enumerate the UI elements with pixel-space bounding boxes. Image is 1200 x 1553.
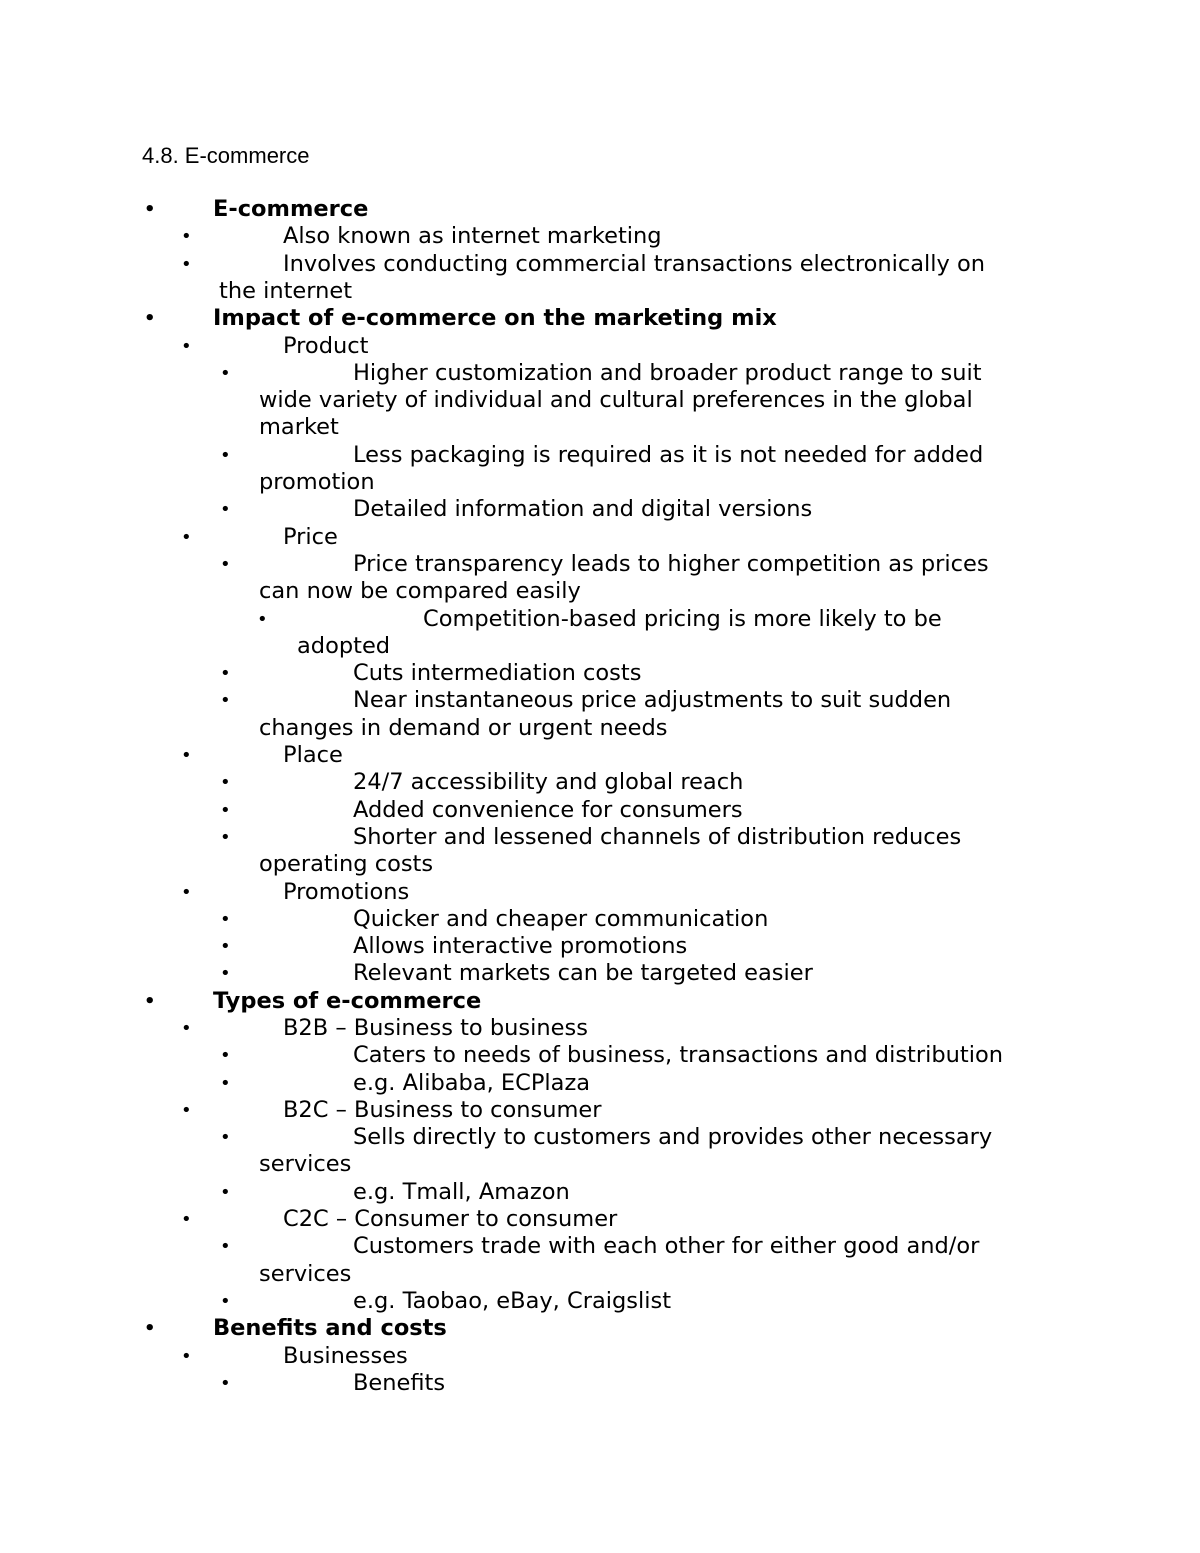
list-item-level-3 (0, 824, 961, 879)
list-item-text: Place (283, 742, 343, 768)
bullet-icon: • (220, 362, 231, 384)
list-item-level-3 (0, 442, 983, 497)
list-item-text: E-commerce (213, 196, 369, 222)
list-item-text: Relevant markets can be targeted easier (353, 960, 813, 987)
list-item-level-1 (0, 196, 368, 223)
list-item-level-1 (0, 305, 777, 332)
bullet-icon: • (220, 1236, 231, 1258)
list-item-text: C2C – Consumer to consumer (283, 1206, 618, 1233)
list-item-level-3 (0, 1179, 570, 1206)
list-item-continuation: operating costs (259, 851, 434, 878)
bullet-icon: • (144, 990, 156, 1012)
bullet-icon: • (181, 1099, 192, 1121)
list-item-level-3 (0, 1288, 671, 1315)
list-item-text: Higher customization and broader product range to suit (353, 359, 982, 386)
bullet-icon: • (220, 963, 231, 985)
bullet-icon: • (220, 826, 231, 848)
list-item-text: e.g. Tmall, Amazon (353, 1178, 570, 1205)
list-item-continuation: services (259, 1260, 352, 1287)
list-item-text: B2C – Business to consumer (283, 1096, 602, 1123)
bullet-icon: • (181, 1018, 192, 1039)
list-item-text: Detailed information and digital versions (353, 496, 813, 523)
list-item-text: Quicker and cheaper communication (353, 905, 769, 932)
list-item-level-2 (0, 1097, 602, 1124)
list-item-text: Added convenience for consumers (353, 796, 743, 823)
bullet-icon: • (220, 690, 231, 712)
list-item-level-1 (0, 1315, 447, 1342)
list-item-text: Shorter and lessened channels of distribution reduces (353, 823, 962, 850)
list-item-level-3 (0, 769, 743, 796)
list-item-level-3 (0, 660, 641, 687)
list-item-level-1 (0, 988, 481, 1015)
list-item-text: Impact of e-commerce on the marketing mix (213, 305, 777, 332)
bullet-icon: • (181, 253, 192, 275)
bullet-icon: • (220, 1291, 231, 1312)
list-item-level-3 (0, 1233, 979, 1288)
bullet-icon: • (220, 1045, 231, 1067)
list-item-level-3 (0, 906, 768, 933)
list-item-level-3 (0, 797, 743, 824)
list-item-continuation: services (259, 1151, 352, 1178)
list-item-text: 24/7 accessibility and global reach (353, 769, 744, 796)
list-item-level-3 (0, 1070, 590, 1097)
list-item-level-2 (0, 1015, 588, 1042)
bullet-icon: • (220, 663, 231, 685)
bullet-icon: • (220, 1372, 231, 1394)
list-item-level-2 (0, 1206, 617, 1233)
bullet-icon: • (257, 608, 268, 630)
bullet-icon: • (220, 499, 231, 521)
bullet-icon: • (181, 1209, 192, 1231)
list-item-level-2 (0, 879, 409, 906)
list-item-level-3 (0, 1370, 445, 1397)
list-item-level-4 (0, 606, 942, 661)
list-item-level-2 (0, 1343, 408, 1370)
bullet-icon: • (220, 908, 231, 930)
list-item-level-3 (0, 960, 813, 987)
bullet-icon: • (220, 553, 231, 575)
bullet-icon: • (181, 745, 192, 766)
list-item-level-3 (0, 687, 951, 742)
list-item-continuation: market (259, 414, 339, 441)
list-item-level-2 (0, 333, 368, 360)
bullet-icon: • (181, 881, 192, 903)
list-item-level-3 (0, 933, 687, 960)
list-item-continuation: adopted (297, 632, 391, 659)
list-item-text: Benefits and costs (213, 1315, 447, 1342)
bullet-icon: • (181, 526, 192, 548)
list-item-text: e.g. Alibaba, ECPlaza (353, 1069, 591, 1096)
bullet-icon: • (144, 199, 156, 220)
bullet-icon: • (181, 226, 192, 248)
list-item-text: Benefits (353, 1369, 446, 1396)
list-item-level-2 (0, 251, 985, 306)
list-item-text: Price (283, 523, 338, 550)
list-item-level-2 (0, 223, 662, 250)
list-item-text: Cuts intermediation costs (353, 660, 642, 687)
list-item-text: Also known as internet marketing (283, 223, 662, 250)
bullet-icon: • (144, 308, 156, 330)
list-item-text: B2B – Business to business (283, 1015, 588, 1041)
list-item-level-2 (0, 524, 338, 551)
list-item-text: Caters to needs of business, transactions and distribution (353, 1042, 1004, 1069)
list-item-text: Promotions (283, 878, 410, 905)
bullet-icon: • (220, 1127, 231, 1149)
list-item-text: Product (283, 332, 369, 359)
list-item-text: Types of e-commerce (213, 987, 482, 1014)
bullet-icon: • (220, 772, 231, 794)
bullet-icon: • (220, 444, 231, 466)
list-item-level-3 (0, 360, 982, 442)
list-item-text: Competition-based pricing is more likely to be (423, 605, 942, 632)
bullet-icon: • (181, 335, 192, 357)
list-item-continuation: the internet (219, 277, 353, 304)
list-item-text: Customers trade with each other for either good and/or (353, 1233, 980, 1260)
list-item-continuation: wide variety of individual and cultural preferences in the global (259, 387, 973, 414)
list-item-continuation: changes in demand or urgent needs (259, 714, 668, 741)
list-item-level-2 (0, 742, 343, 769)
list-item-continuation: promotion (259, 468, 375, 495)
list-item-text: Price transparency leads to higher competition as prices (353, 550, 989, 577)
bullet-icon: • (220, 1072, 231, 1094)
bullet-icon: • (220, 936, 231, 958)
list-item-text: Involves conducting commercial transactions electronically on (283, 250, 986, 277)
list-item-level-3 (0, 496, 812, 523)
list-item-text: e.g. Taobao, eBay, Craigslist (353, 1288, 672, 1314)
section-heading: 4.8. E-commerce (142, 143, 310, 168)
list-item-level-3 (0, 551, 989, 606)
list-item-text: Allows interactive promotions (353, 933, 688, 960)
list-item-text: Near instantaneous price adjustments to suit sudden (353, 687, 952, 714)
bullet-icon: • (144, 1318, 156, 1340)
list-item-text: Less packaging is required as it is not needed for added (353, 441, 984, 468)
bullet-icon: • (220, 1181, 231, 1203)
list-item-level-3 (0, 1042, 1003, 1069)
list-item-text: Businesses (283, 1342, 408, 1369)
bullet-icon: • (181, 1345, 192, 1367)
list-item-level-3 (0, 1124, 992, 1179)
bullet-icon: • (220, 799, 231, 821)
list-item-continuation: can now be compared easily (259, 578, 581, 605)
list-item-text: Sells directly to customers and provides other necessary (353, 1124, 993, 1151)
